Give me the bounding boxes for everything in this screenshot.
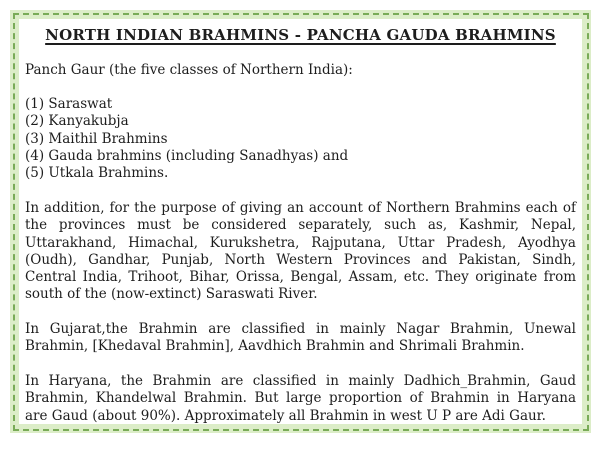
paragraph-line: Uttarakhand, Himachal, Kurukshetra, Rajputana, Uttar Pradesh, Ayodhya [25, 234, 576, 251]
page-title-text: NORTH INDIAN BRAHMINS - PANCHA GAUDA BRAHMINS [45, 26, 556, 44]
class-list [25, 96, 576, 182]
paragraph-line: are Gaud (about 90%). Approximately all Brahmin in west U P are Adi Gaur. [25, 407, 546, 424]
list-item: (1) Saraswat [25, 96, 113, 113]
paragraph-line: Central India, Trihoot, Bihar, Orissa, Bengal, Assam, etc. They originate from [25, 269, 576, 286]
paragraph-line: the provinces must be considered separately, such as, Kashmir, Nepal, [25, 217, 576, 234]
paragraph-line: Brahmin, [Khedaval Brahmin], Aavdhich Brahmin and Shrimali Brahmin. [25, 338, 525, 355]
paragraph-provinces [25, 200, 576, 304]
bordered-panel [10, 10, 591, 433]
list-item: (5) Utkala Brahmins. [25, 165, 169, 182]
list-item: (4) Gauda brahmins (including Sanadhyas) and [25, 148, 349, 165]
intro-text: Panch Gaur (the five classes of Northern India): [25, 61, 353, 78]
paragraph-line: In Gujarat,the Brahmin are classified in mainly Nagar Brahmin, Unewal [25, 321, 576, 338]
paragraph-haryana [25, 373, 576, 425]
list-item: (3) Maithil Brahmins [25, 130, 168, 147]
paragraph-line: In Haryana, the Brahmin are classified in mainly Dadhich_Brahmin, Gaud [25, 372, 576, 389]
document-content [19, 19, 582, 424]
paragraph-gujarat [25, 321, 576, 356]
page-title [25, 27, 576, 44]
paragraph-line: Brahmin, Khandelwal Brahmin. But large proportion of Brahmin in Haryana [25, 390, 576, 407]
paragraph-line: In addition, for the purpose of giving an account of Northern Brahmins each of [25, 199, 576, 216]
paragraph-line: (Oudh), Gandhar, Punjab, North Western Provinces and Pakistan, Sindh, [25, 251, 576, 268]
list-item: (2) Kanyakubja [25, 113, 129, 130]
paragraph-line: south of the (now-extinct) Saraswati River. [25, 286, 318, 303]
